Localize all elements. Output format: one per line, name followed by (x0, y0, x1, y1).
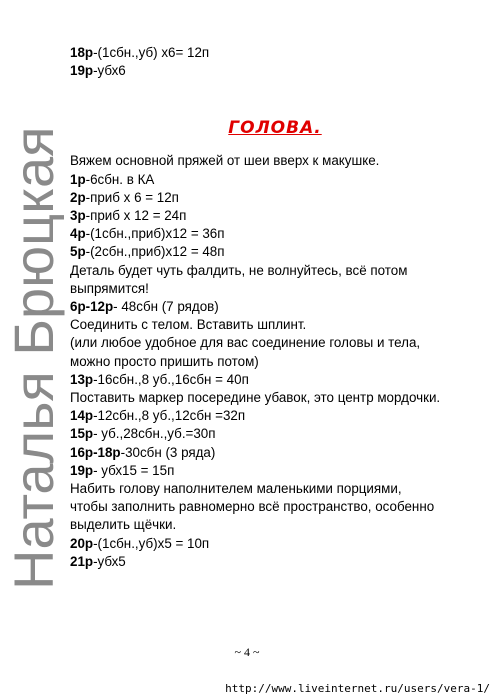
pattern-line: 19р- убх15 = 15п (70, 462, 175, 478)
head-instructions (70, 152, 480, 571)
pattern-line: 13р-16сбн.,8 уб.,16сбн = 40п (70, 371, 249, 387)
pattern-line: 18р-(1сбн.,уб) х6= 12п (70, 45, 210, 60)
intro-lines (70, 44, 480, 80)
pattern-line: Вяжем основной пряжей от шеи вверх к макушке. (70, 153, 380, 169)
pattern-line: Поставить маркер посередине убавок, это центр мордочки. (70, 390, 441, 406)
pattern-line: 21р-убх5 (70, 553, 126, 569)
pattern-line: 3р-приб х 12 = 24п (70, 208, 187, 224)
pattern-line: Деталь будет чуть фалдить, не волнуйтесь, всё потом (70, 262, 408, 278)
pattern-line: 15р- уб.,28сбн.,уб.=30п (70, 426, 216, 442)
pattern-line: выделить щёчки. (70, 517, 177, 533)
pattern-line: можно просто пришить потом) (70, 353, 259, 369)
page-number: ~ 4 ~ (234, 645, 260, 659)
pattern-line: 5р-(2сбн.,приб)х12 = 48п (70, 244, 225, 260)
pattern-line: выпрямится! (70, 280, 149, 296)
pattern-line: (или любое удобное для вас соединение головы и тела, (70, 335, 421, 351)
pattern-line: 6р-12р- 48сбн (7 рядов) (70, 299, 219, 315)
pattern-line: 1р-6сбн. в КА (70, 171, 155, 187)
pattern-line: 14р-12сбн.,8 уб.,12сбн =32п (70, 408, 246, 424)
section-heading: ГОЛОВА. (228, 118, 322, 139)
pattern-line: 16р-18р-30сбн (3 ряда) (70, 444, 216, 460)
pattern-line: 4р-(1сбн.,приб)х12 = 36п (70, 226, 225, 242)
pattern-line: 2р-приб х 6 = 12п (70, 189, 179, 205)
pattern-line: 19р-убх6 (70, 63, 126, 79)
pattern-line: 20р-(1сбн.,уб)х5 = 10п (70, 535, 210, 551)
pattern-line: Соединить с телом. Вставить шплинт. (70, 317, 307, 333)
pattern-line: чтобы заполнить равномерно всё пространство, особенно (70, 499, 435, 515)
author-name-vertical: Наталья Брюцкая (2, 126, 65, 590)
pattern-content (70, 44, 480, 571)
pattern-line: Набить голову наполнителем маленькими порциями, (70, 481, 402, 497)
source-url: http://www.liveinternet.ru/users/vera-1/ (225, 682, 490, 695)
